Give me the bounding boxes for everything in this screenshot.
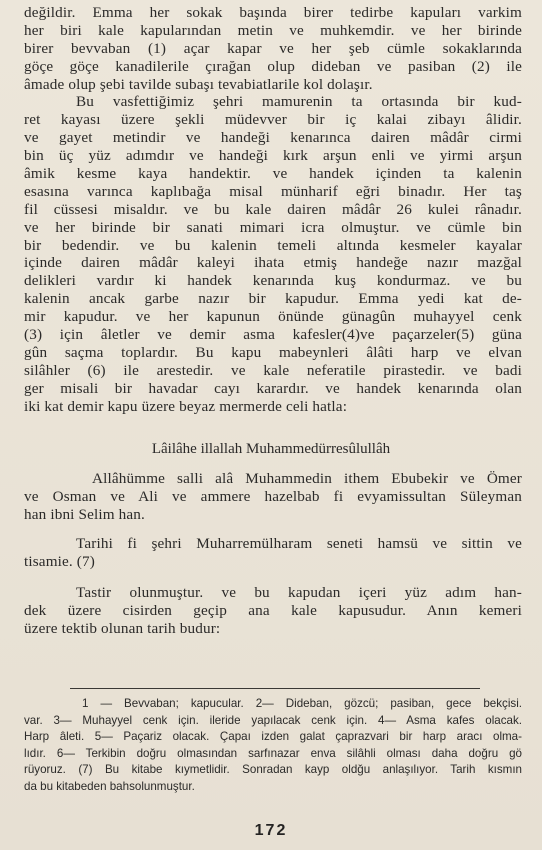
text-line: esasına varınca kaplıbağa misal münharif eğri binadır. Her taş [24, 182, 522, 200]
text-line: birer bevvaban (1) açar kapar ve her şeb cümle sokaklarında [24, 39, 522, 57]
closing-paragraph [24, 584, 522, 638]
footnote-line: Harp âleti. 5— Paçariz olacak. Çapaı izden galat çaprazvari bir harp aracı olma- [24, 730, 522, 744]
footnote-line: 1 — Bevvaban; kapucular. 2— Dideban, gözcü; pasiban, gece bekçisi. [82, 697, 522, 710]
text-line: değildir. Emma her sokak başında birer tedirbe kapuları varkim [24, 4, 522, 21]
text-line: içinde dairen mâdâr kaleyi ihata etmiş handeğe nazır mazğal [24, 254, 522, 272]
text-line: delikleri vardır ki handek kenarında kuş kondurmaz. ve bu [24, 272, 522, 290]
text-line: göçe göçe kanadilerile çırağan olup dideban ve pasiban (2) ile [24, 57, 522, 75]
inscription-text [24, 470, 522, 524]
text-line: silâhler (6) ile arestedir. ve kale neferatile pirastedir. ve badi [24, 361, 522, 379]
text-line: her biri kale kapularından metin ve muhkemdir. ve her birinde [24, 21, 522, 39]
text-line: tisamie. (7) [24, 552, 95, 570]
inscription-title: Lâilâhe illallah Muhammedürresûlullâh [151, 441, 391, 457]
text-line: Allâhümme salli alâ Muhammedin ithem Ebubekir ve Ömer [92, 470, 522, 487]
footnote-line: var. 3— Muhayyel cenk için. ileride yapılacak cenk için. 4— Asma kafes olacak. [24, 713, 522, 727]
text-line: ve gayet metindir ve handeği kenarınca dairen mâdâr cirmi [24, 129, 522, 147]
text-line: ret kayası üzere şekli müdevver bir iç kalai zibayı âlidir. [24, 111, 522, 129]
footnote-line: rüyoruz. (7) Bu kitabe kıymetlidir. Sonradan kayp oldğu anlaşılıyor. Tarih kısmın [24, 763, 522, 777]
text-line: han ibni Selim han. [24, 505, 145, 523]
text-line: bir bedendir. ve bu kalenin temeli altında kesmeler kayalar [24, 236, 522, 254]
text-line: üzere tektib olunan tarih budur: [24, 619, 221, 637]
text-line: Bu vasfettiğimiz şehri mamurenin ta ortasında bir kud- [76, 93, 522, 111]
text-line: kalenin ancak garbe nazır bir kapudur. Emma yedi kat de- [24, 290, 522, 308]
text-line: mir kapudur. ve her kapunun önünde günagûn muhayyel cenk [24, 308, 522, 326]
footnotes [24, 696, 522, 796]
text-line: gûn saçma toplardır. Bu kapu mabeynleri âlâti harp ve elvan [24, 343, 522, 361]
footnote-divider [70, 688, 480, 689]
text-line: ve her birinde bir sanati mimari icra olmuştur. ve cümle bin [24, 218, 522, 236]
text-line: âmik kesme kaya handektir. ve handek içinden ta kalenin [24, 165, 522, 183]
text-line: dek üzere cisirden geçip ana kale kapusudur. Anın kemeri [24, 601, 522, 619]
page-number: 172 [254, 822, 288, 839]
footnote-line: lıdır. 6— Terkibin doğru olmasından sarfınazar enva silâhli olması daha doğru gö [24, 746, 522, 760]
main-text [24, 4, 522, 415]
text-line: fil cüssesi misaldır. ve bu kale dairen mâdâr 26 kulei rânadır. [24, 200, 522, 218]
date-text [24, 535, 522, 571]
text-line: iki kat demir kapu üzere beyaz mermerde celi hatla: [24, 397, 348, 415]
text-line: âmade olup şebi tavilde subaşı tevabiatlarile kol dolaşır. [24, 75, 373, 93]
text-line: Tastir olunmuştur. ve bu kapudan içeri yüz adım han- [76, 584, 522, 601]
text-line: bin üç yüz adımdır ve handeği kırk arşun enli ve yirmi arşun [24, 147, 522, 165]
text-line: ger misali bir havadar cayı karardır. ve handek kenarında olan [24, 379, 522, 397]
text-line: ve Osman ve Ali ve ammere hazelbab fi evyamissultan Süleyman [24, 487, 522, 505]
footnote-line: da bu kitabeden bahsolunmuştur. [24, 779, 195, 793]
text-line: Tarihi fi şehri Muharremülharam seneti hamsü ve sittin ve [76, 535, 522, 552]
text-line: (3) için âletler ve demir asma kafesler(4)ve paçarzeler(5) güna [24, 326, 522, 344]
